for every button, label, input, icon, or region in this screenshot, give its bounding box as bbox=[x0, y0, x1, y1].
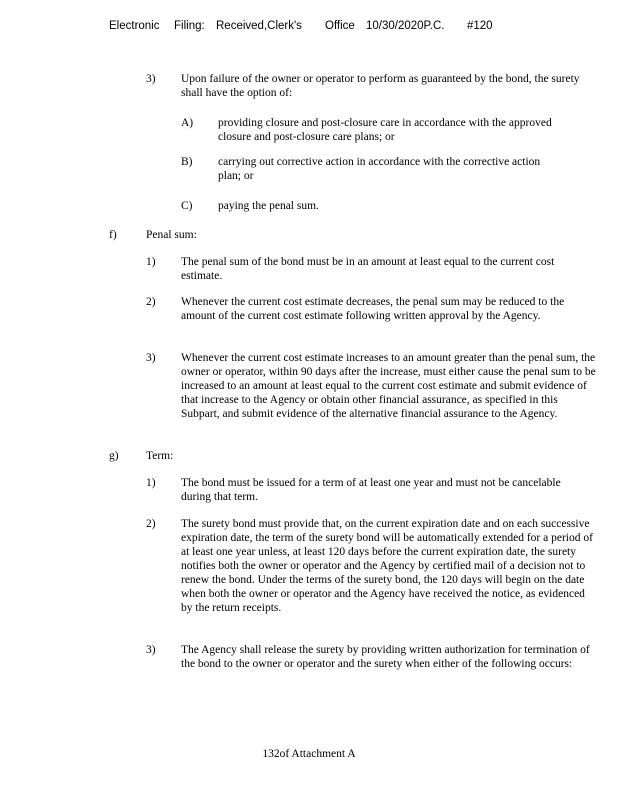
item-number: 2) bbox=[146, 518, 156, 530]
item-number: 3) bbox=[146, 352, 156, 364]
header-electronic: Electronic bbox=[109, 20, 160, 32]
option-text: carrying out corrective action in accordance with the corrective action plan; or bbox=[218, 156, 541, 182]
page-footer: 132of Attachment A bbox=[262, 748, 356, 760]
header-office: Office bbox=[325, 20, 355, 32]
header-received: Received,Clerk's bbox=[216, 20, 302, 32]
section-letter: f) bbox=[109, 229, 117, 241]
header-filing: Filing: bbox=[174, 20, 205, 32]
section-heading: Penal sum: bbox=[146, 229, 197, 241]
item-text: The surety bond must provide that, on the current expiration date and on each successive expiration date, the term of the surety bond will be automatically extended for a period of at least one year unless, at least 120 days before the current expiration date, the surety notifies both the owner or operator and the Agency by certified mail of a decision not to renew the bond. Under the terms of the surety bond, the 120 days will begin on the date when both the owner or operator and the Agency have received the notice, as evidenced by the return receipts. bbox=[181, 518, 593, 614]
item-number: 1) bbox=[146, 256, 156, 268]
header-number: #120 bbox=[467, 20, 493, 32]
item-text: The penal sum of the bond must be in an amount at least equal to the current cost estimate. bbox=[181, 256, 555, 282]
item-number: 2) bbox=[146, 296, 156, 308]
option-letter: C) bbox=[181, 200, 193, 212]
item-text: Whenever the current cost estimate increases to an amount greater than the penal sum, the owner or operator, within 90 days after the increase, must either cause the penal sum to be increased to an amount at least equal to the current cost estimate and submit evidence of that increase to the Agency or obtain other financial assurance, as specified in this Subpart, and submit evidence of the alternative financial assurance to the Agency. bbox=[181, 352, 596, 420]
option-text: paying the penal sum. bbox=[218, 200, 319, 212]
item-text: Whenever the current cost estimate decreases, the penal sum may be reduced to the amount of the current cost estimate following written approval by the Agency. bbox=[181, 296, 565, 322]
option-text: providing closure and post-closure care in accordance with the approved closure and post-closure care plans; or bbox=[218, 117, 552, 143]
option-letter: B) bbox=[181, 156, 193, 168]
item-number: 3) bbox=[146, 644, 156, 656]
option-letter: A) bbox=[181, 117, 194, 129]
item-text: The Agency shall release the surety by providing written authorization for termination of the bond to the owner or operator and the surety when either of the following occurs: bbox=[181, 644, 590, 670]
section-heading: Term: bbox=[146, 450, 174, 462]
section-letter: g) bbox=[109, 450, 119, 462]
item-text: The bond must be issued for a term of at least one year and must not be cancelable during that term. bbox=[181, 477, 561, 503]
item-text: Upon failure of the owner or operator to perform as guaranteed by the bond, the surety shall have the option of: bbox=[181, 73, 580, 99]
item-number: 1) bbox=[146, 477, 156, 489]
item-number: 3) bbox=[146, 73, 156, 85]
header-date: 10/30/2020P.C. bbox=[366, 20, 445, 32]
